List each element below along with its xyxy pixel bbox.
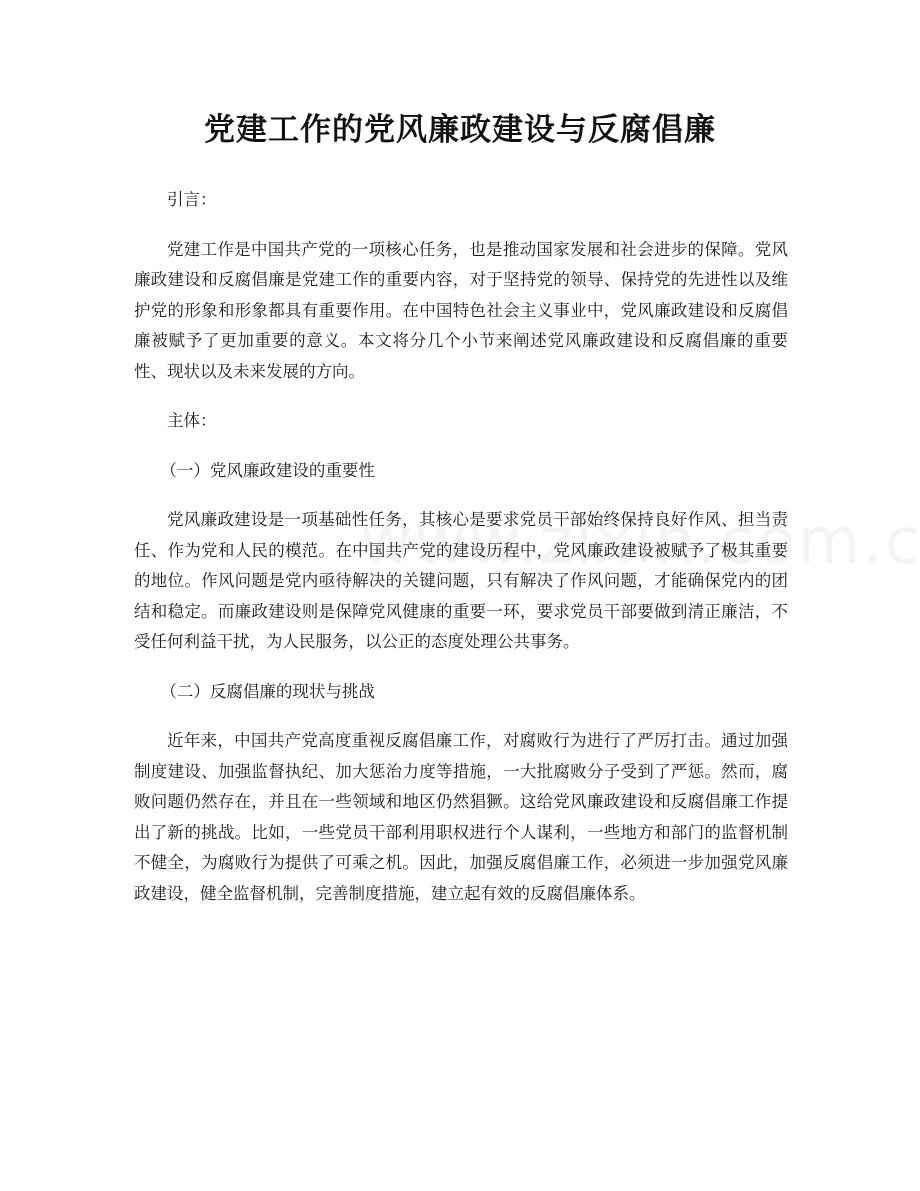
document-body: [134, 185, 788, 928]
body-label: 主体：: [167, 411, 217, 430]
section-heading-2: （二）反腐倡廉的现状与挑战: [160, 681, 375, 701]
intro-paragraph: 党建工作是中国共产党的一项核心任务，也是推动国家发展和社会进步的保障。党风廉政建设和反腐倡廉是党建工作的重要内容，对于坚持党的领导、保持党的先进性以及维护党的形象和形象都具有重要作用。在中国特色社会主义事业中，党风廉政建设和反腐倡廉被赋予了更加重要的意义。本文将分几个小节来阐述党风廉政建设和反腐倡廉的重要性、现状以及未来发展的方向。: [134, 239, 788, 381]
section-paragraph-2: 近年来，中国共产党高度重视反腐倡廉工作，对腐败行为进行了严厉打击。通过加强制度建设、加强监督执纪、加大惩治力度等措施，一大批腐败分子受到了严惩。然而，腐败问题仍然存在，并且在一些领域和地区仍然猖獗。这给党风廉政建设和反腐倡廉工作提出了新的挑战。比如，一些党员干部利用职权进行个人谋利，一些地方和部门的监督机制不健全，为腐败行为提供了可乘之机。因此，加强反腐倡廉工作，必须进一步加强党风廉政建设，健全监督机制，完善制度措施，建立起有效的反腐倡廉体系。: [134, 731, 788, 903]
section-heading-1: （一）党风廉政建设的重要性: [160, 460, 375, 480]
document-title: 党建工作的党风廉政建设与反腐倡廉: [204, 112, 716, 148]
intro-label: 引言：: [167, 190, 217, 209]
section-paragraph-1: 党风廉政建设是一项基础性任务，其核心是要求党员干部始终保持良好作风、担当责任、作为党和人民的模范。在中国共产党的建设历程中，党风廉政建设被赋予了极其重要的地位。作风问题是党内亟待解决的关键问题，只有解决了作风问题，才能确保党内的团结和稳定。而廉政建设则是保障党风健康的重要一环，要求党员干部要做到清正廉洁，不受任何利益干扰，为人民服务，以公正的态度处理公共事务。: [134, 510, 788, 651]
